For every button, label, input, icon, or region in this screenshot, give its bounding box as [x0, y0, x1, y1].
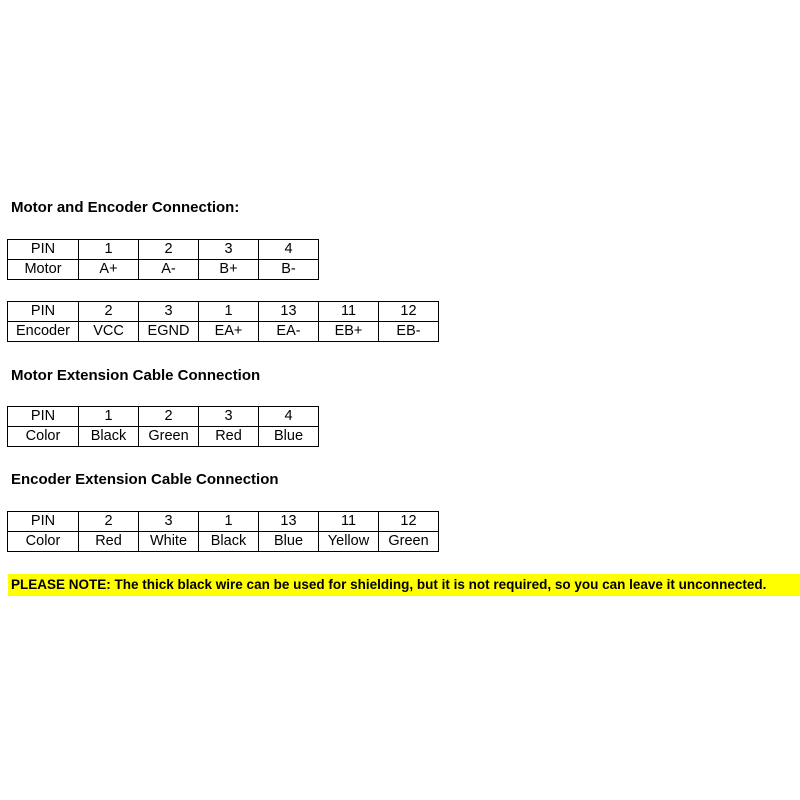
- table-cell: EA+: [199, 322, 259, 342]
- shielding-note: PLEASE NOTE: The thick black wire can be used for shielding, but it is not required, so you can leave it unconnected.: [8, 574, 800, 596]
- table-row-label: Motor: [8, 260, 79, 280]
- table-cell: Yellow: [319, 532, 379, 552]
- table-cell: 2: [139, 240, 199, 260]
- table-cell: 3: [199, 407, 259, 427]
- table-cell: VCC: [79, 322, 139, 342]
- table-row: [8, 260, 319, 280]
- table-cell: 3: [139, 512, 199, 532]
- table-row-label: Encoder: [8, 322, 79, 342]
- table-row: [8, 427, 319, 447]
- motor-extension-color-table: [7, 406, 319, 447]
- table-cell: B+: [199, 260, 259, 280]
- table-cell: 11: [319, 302, 379, 322]
- table-cell: White: [139, 532, 199, 552]
- table-cell: 1: [199, 302, 259, 322]
- encoder-pin-table: [7, 301, 439, 342]
- motor-pin-table: [7, 239, 319, 280]
- table-row-label: Color: [8, 427, 79, 447]
- table-cell: 11: [319, 512, 379, 532]
- table-cell: 2: [79, 512, 139, 532]
- table-cell: 1: [199, 512, 259, 532]
- table-cell: 1: [79, 240, 139, 260]
- table-cell: EGND: [139, 322, 199, 342]
- encoder-extension-cable-heading: Encoder Extension Cable Connection: [11, 471, 279, 488]
- table-header-row: [8, 407, 319, 427]
- table-cell: A-: [139, 260, 199, 280]
- table-cell: EB-: [379, 322, 439, 342]
- table-cell: EA-: [259, 322, 319, 342]
- table-cell: 12: [379, 302, 439, 322]
- table-cell: A+: [79, 260, 139, 280]
- table-cell: Red: [79, 532, 139, 552]
- table-cell: 1: [79, 407, 139, 427]
- table-row-label: PIN: [8, 302, 79, 322]
- table-cell: Blue: [259, 532, 319, 552]
- table-cell: 3: [199, 240, 259, 260]
- table-cell: Red: [199, 427, 259, 447]
- table-cell: 4: [259, 407, 319, 427]
- motor-encoder-connection-heading: Motor and Encoder Connection:: [11, 199, 240, 216]
- table-row: [8, 532, 439, 552]
- table-row-label: Color: [8, 532, 79, 552]
- table-header-row: [8, 240, 319, 260]
- encoder-extension-color-table: [7, 511, 439, 552]
- table-cell: 2: [79, 302, 139, 322]
- motor-extension-cable-heading: Motor Extension Cable Connection: [11, 367, 261, 384]
- table-cell: B-: [259, 260, 319, 280]
- table-cell: 13: [259, 302, 319, 322]
- table-row-label: PIN: [8, 240, 79, 260]
- table-row-label: PIN: [8, 512, 79, 532]
- table-header-row: [8, 302, 439, 322]
- table-cell: EB+: [319, 322, 379, 342]
- table-cell: 12: [379, 512, 439, 532]
- table-cell: 13: [259, 512, 319, 532]
- table-cell: Green: [139, 427, 199, 447]
- table-row: [8, 322, 439, 342]
- table-cell: 2: [139, 407, 199, 427]
- table-cell: Blue: [259, 427, 319, 447]
- table-cell: Black: [199, 532, 259, 552]
- table-cell: Black: [79, 427, 139, 447]
- table-cell: 4: [259, 240, 319, 260]
- table-cell: 3: [139, 302, 199, 322]
- table-row-label: PIN: [8, 407, 79, 427]
- table-cell: Green: [379, 532, 439, 552]
- table-header-row: [8, 512, 439, 532]
